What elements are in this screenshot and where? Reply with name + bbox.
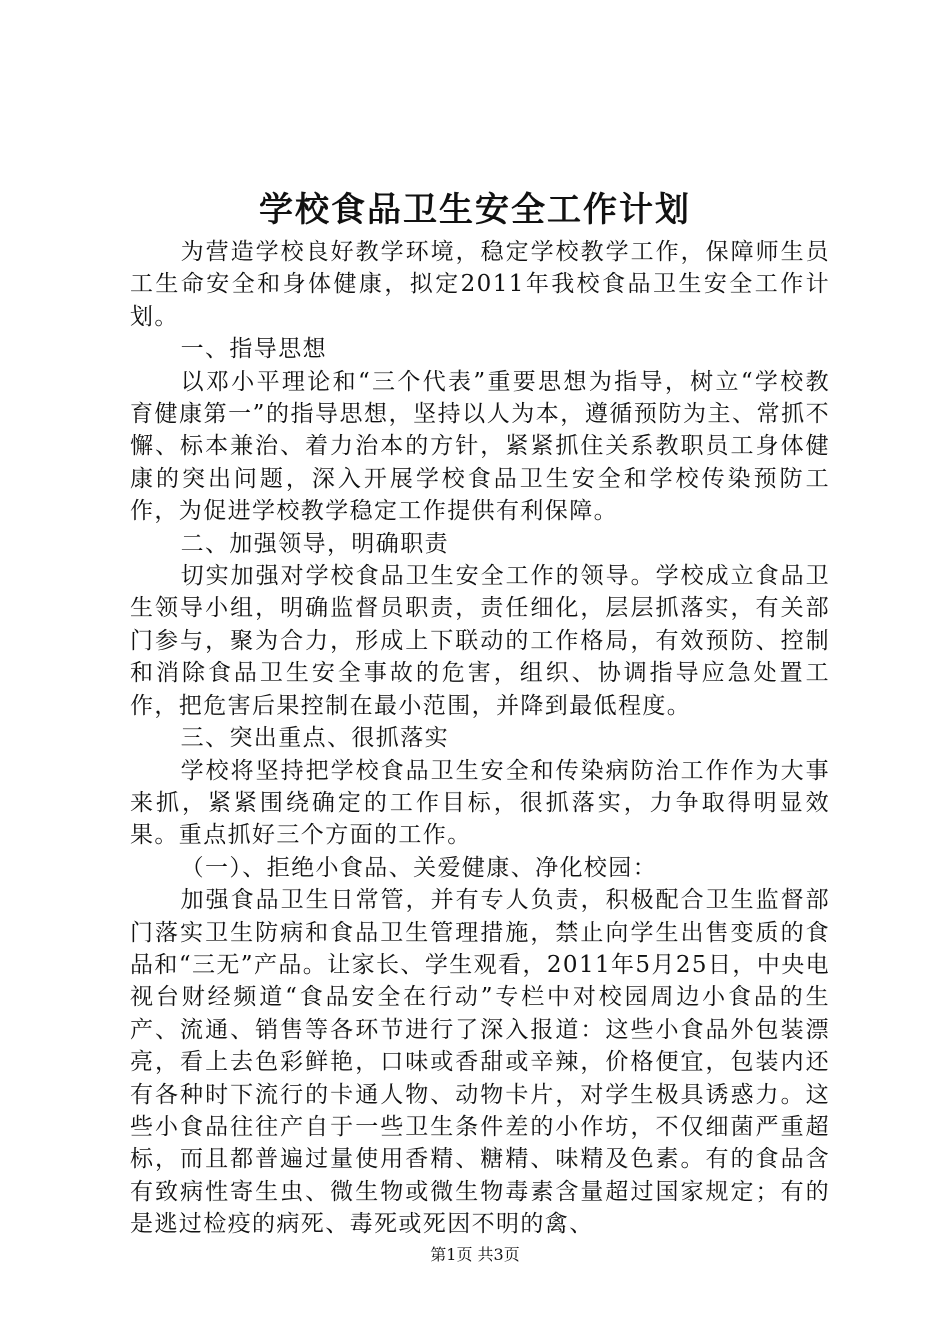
leadership-paragraph: 切实加强对学校食品卫生安全工作的领导。学校成立食品卫生领导小组，明确监督员职责，责任细化，层层抓落实，有关部门参与，聚为合力，形成上下联动的工作格局，有效预防、控制和消除食品卫生安全事故的危害，组织、协调指导应急处置工作，把危害后果控制在最小范围，并降到最低程度。 (130, 563, 830, 719)
section-heading-leadership: 二、加强领导，明确职责 (180, 530, 449, 557)
section-heading-key-points: 三、突出重点、很抓落实 (180, 725, 449, 752)
section-heading-guiding-ideology: 一、指导思想 (180, 336, 327, 363)
intro-paragraph: 为营造学校良好教学环境，稳定学校教学工作，保障师生员工生命安全和身体健康，拟定2011年我校食品卫生安全工作计划。 (130, 239, 830, 330)
page-number-footer: 第1页 共3页 (430, 1245, 520, 1264)
guiding-ideology-paragraph: 以邓小平理论和“三个代表”重要思想为指导，树立“学校教育健康第一”的指导思想，坚持以人为本，遵循预防为主、常抓不懈、标本兼治、着力治本的方针，紧紧抓住关系教职员工身体健康的突出问题，深入开展学校食品卫生安全和学校传染预防工作，为促进学校教学稳定工作提供有利保障。 (130, 368, 830, 525)
document-title: 学校食品卫生安全工作计划 (259, 190, 691, 230)
key-points-paragraph: 学校将坚持把学校食品卫生安全和传染病防治工作作为大事来抓，紧紧围绕确定的工作目标，很抓落实，力争取得明显效果。重点抓好三个方面的工作。 (130, 757, 830, 849)
document-body (130, 236, 830, 1241)
subsection-heading-snacks: （一）、拒绝小食品、关爱健康、净化校园： (180, 854, 658, 881)
snacks-paragraph: 加强食品卫生日常管，并有专人负责，积极配合卫生监督部门落实卫生防病和食品卫生管理措施，禁止向学生出售变质的食品和“三无”产品。让家长、学生观看，2011年5月25日，中央电视台财经频道“食品安全在行动”专栏中对校园周边小食品的生产、流通、销售等各环节进行了深入报道：这些小食品外包装漂亮，看上去色彩鲜艳，口味或香甜或辛辣，价格便宜，包装内还有各种时下流行的卡通人物、动物卡片，对学生极具诱惑力。这些小食品往往产自于一些卫生条件差的小作坊，不仅细菌严重超标，而且都普遍过量使用香精、糖精、味精及色素。有的食品含有致病性寄生虫、微生物或微生物毒素含量超过国家规定；有的是逃过检疫的病死、毒死或死因不明的禽、 (130, 887, 830, 1238)
